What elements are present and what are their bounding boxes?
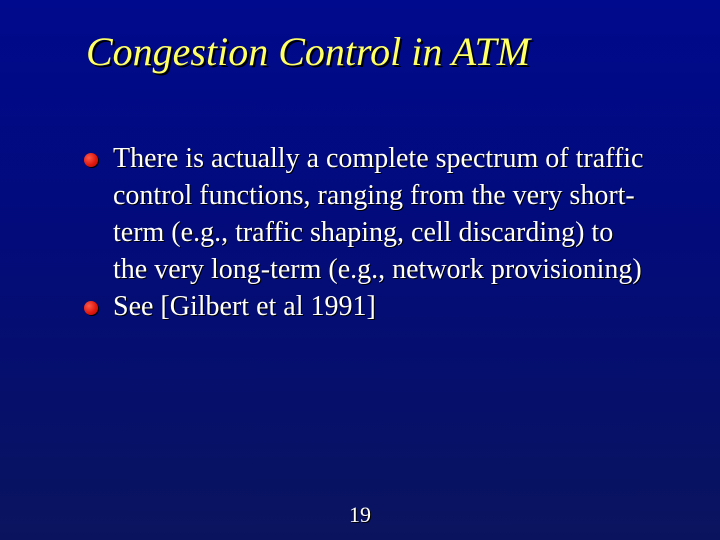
slide-title: Congestion Control in ATM bbox=[86, 29, 531, 74]
bullet-item bbox=[84, 140, 644, 288]
bullet-item bbox=[84, 288, 644, 325]
bullet-text: See [Gilbert et al 1991] bbox=[113, 291, 376, 322]
bullet-list bbox=[84, 140, 644, 325]
red-dot-icon bbox=[84, 153, 98, 167]
page-number: 19 bbox=[349, 502, 371, 527]
red-dot-icon bbox=[84, 301, 98, 315]
bullet-text: There is actually a complete spectrum of traffic control functions, ranging from the very short-term (e.g., traffic shaping, cell discarding) to the very long-term (e.g., network provisioning) bbox=[113, 143, 644, 285]
